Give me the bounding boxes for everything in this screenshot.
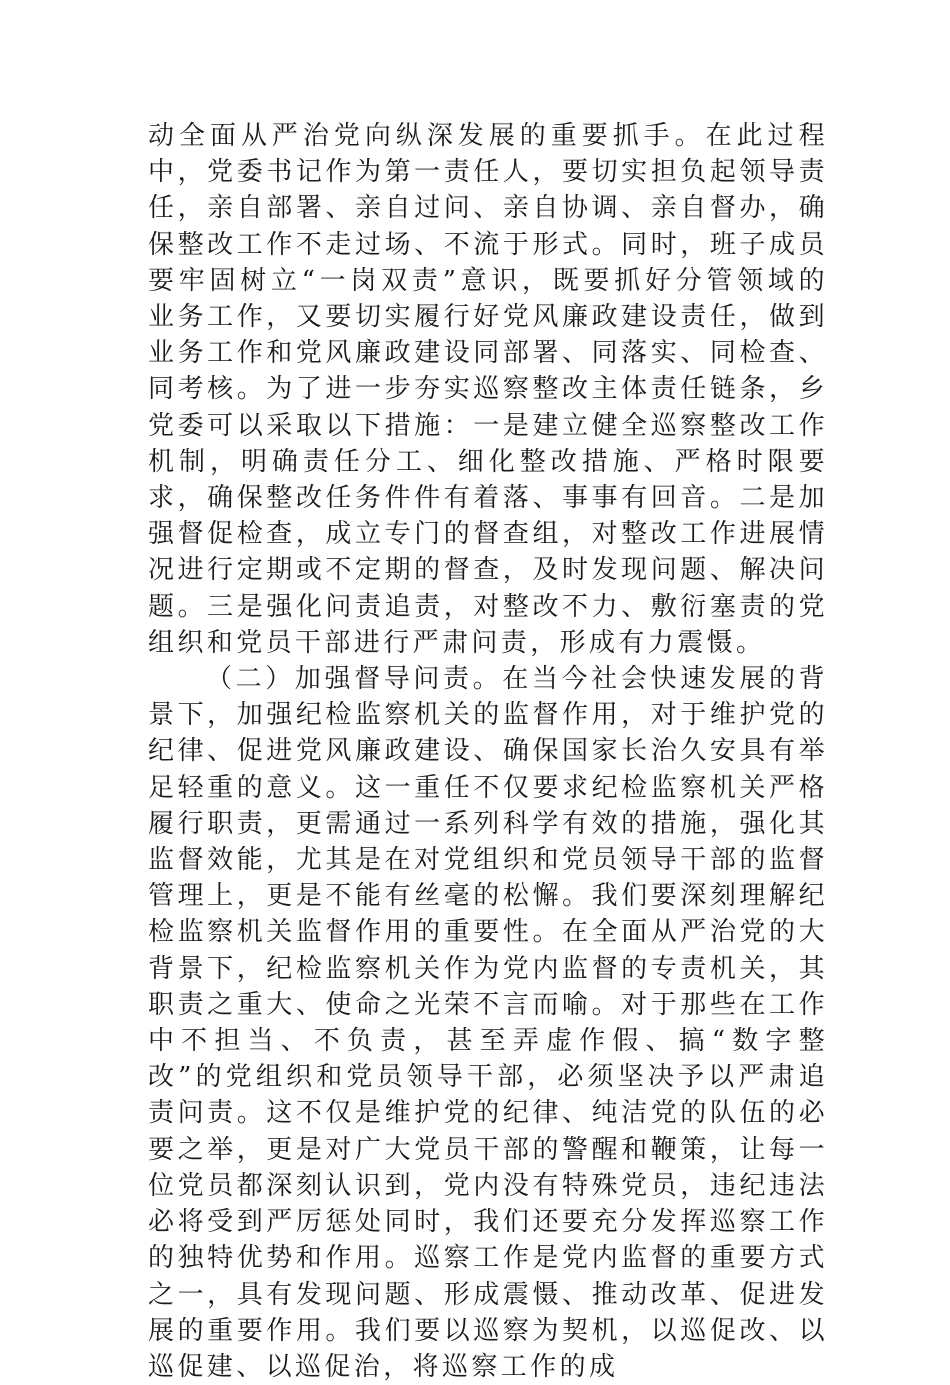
paragraph-continuation: 动全面从严治党向纵深发展的重要抓手。在此过程中，党委书记作为第一责任人，要切实担负起领导责任，亲自部署、亲自过问、亲自协调、亲自督办，确保整改工作不走过场、不流于形式。同时，班子成员要牢固树立“一岗双责”意识，既要抓好分管领域的业务工作，又要切实履行好党风廉政建设责任，做到业务工作和党风廉政建设同部署、同落实、同检查、同考核。为了进一步夯实巡察整改主体责任链条，乡党委可以采取以下措施：一是建立健全巡察整改工作机制，明确责任分工、细化整改措施、严格时限要求，确保整改任务件件有着落、事事有回音。二是加强督促检查，成立专门的督查组，对整改工作进展情况进行定期或不定期的督查，及时发现问题、解决问题。三是强化问责追责，对整改不力、敷衍塞责的党组织和党员干部进行严肃问责，形成有力震慑。 xyxy=(148,121,828,658)
paragraph-section-2-oversight-accountability: （二）加强督导问责。在当今社会快速发展的背景下，加强纪检监察机关的监督作用，对于维护党的纪律、促进党风廉政建设、确保国家长治久安具有举足轻重的意义。这一重任不仅要求纪检监察机关严格履行职责，更需通过一系列科学有效的措施，强化其监督效能，尤其是在对党组织和党员领导干部的监督管理上，更是不能有丝毫的松懈。我们要深刻理解纪检监察机关监督作用的重要性。在全面从严治党的大背景下，纪检监察机关作为党内监督的专责机关，其职责之重大、使命之光荣不言而喻。对于那些在工作中不担当、不负责，甚至弄虚作假、搞“数字整改”的党组织和党员领导干部，必须坚决予以严肃追责问责。这不仅是维护党的纪律、纯洁党的队伍的必要之举，更是对广大党员干部的警醒和鞭策，让每一位党员都深刻认识到，党内没有特殊党员，违纪违法必将受到严厉惩处同时，我们还要充分发挥巡察工作的独特优势和作用。巡察工作是党内监督的重要方式之一，具有发现问题、形成震慑、推动改革、促进发展的重要作用。我们要以巡察为契机，以巡促改、以巡促建、以巡促治，将巡察工作的成 xyxy=(148,664,828,1382)
body-text xyxy=(148,118,828,1385)
